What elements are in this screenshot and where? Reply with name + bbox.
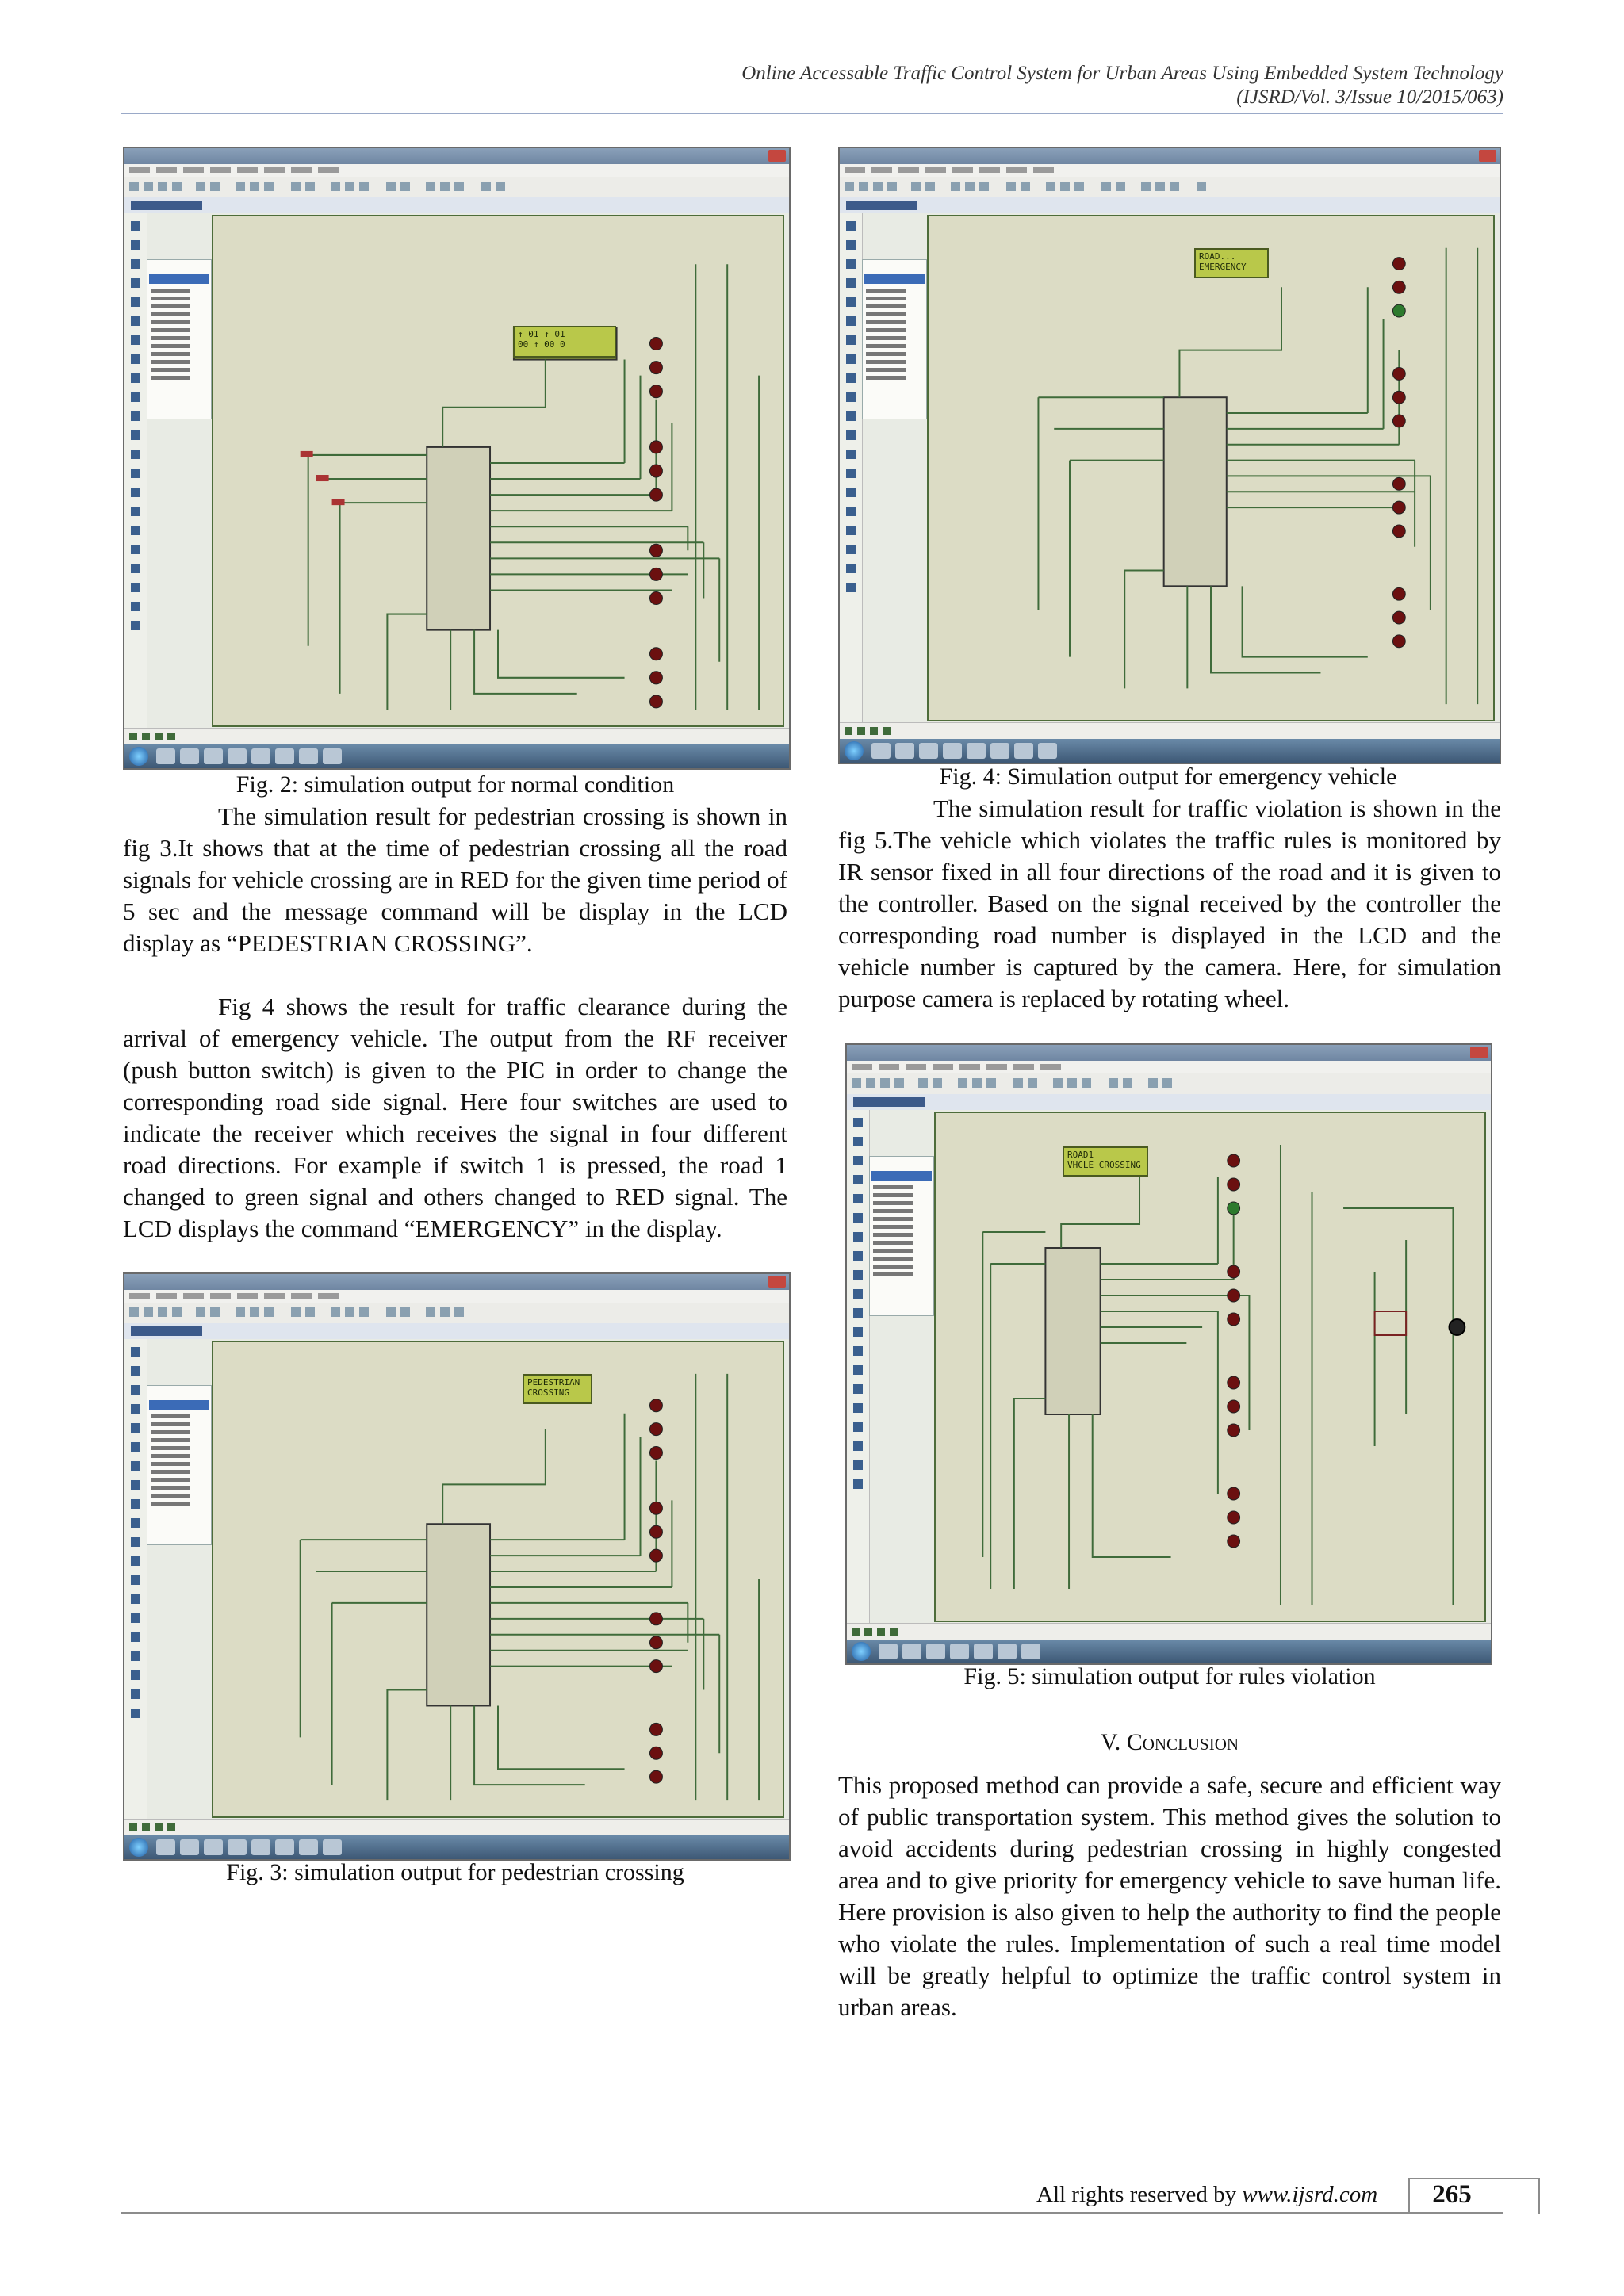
fig3-screenshot bbox=[123, 1272, 791, 1861]
fig2-screenshot bbox=[123, 147, 791, 770]
left-toolbox bbox=[840, 213, 863, 723]
window-titlebar bbox=[124, 1274, 789, 1290]
close-icon bbox=[768, 1276, 786, 1288]
running-header bbox=[741, 62, 1503, 109]
lcd-display: ROAD1 VHCLE CROSSING bbox=[1063, 1146, 1148, 1177]
menu-bar bbox=[124, 164, 789, 178]
window-titlebar bbox=[840, 148, 1500, 164]
left-paragraph-2 bbox=[123, 991, 787, 1245]
tab-schematic bbox=[124, 197, 789, 213]
device-list bbox=[869, 1156, 934, 1316]
start-icon bbox=[129, 747, 148, 766]
footer-text: All rights reserved by bbox=[1036, 2182, 1243, 2207]
right-paragraph-1 bbox=[838, 793, 1501, 1015]
start-icon bbox=[852, 1642, 871, 1661]
window-titlebar bbox=[124, 148, 789, 164]
header-title: Online Accessable Traffic Control System for Urban Areas Using Embedded System Technology bbox=[741, 63, 1503, 84]
fig5-caption: Fig. 5: simulation output for rules violation bbox=[963, 1663, 1376, 1689]
left-paragraph-2-text: Fig 4 shows the result for traffic clearance during the arrival of emergency vehicle. The output from the RF receiver (push button switch) is given to the PIC in order to change the corresponding road side signal. Here four switches are used to indicate the receiver which receives the signal in four different road directions. For example if switch 1 is pressed, the road 1 changed to green signal and others changed to RED signal. The LCD displays the command “EMERGENCY” in the display. bbox=[123, 993, 787, 1242]
device-list bbox=[147, 259, 212, 419]
tab-schematic bbox=[847, 1094, 1491, 1110]
start-icon bbox=[129, 1838, 148, 1857]
window-titlebar bbox=[847, 1045, 1491, 1061]
left-paragraph-1 bbox=[123, 801, 787, 959]
lcd-display: ROAD... EMERGENCY bbox=[1194, 248, 1269, 278]
status-bar bbox=[124, 728, 789, 744]
footer bbox=[1036, 2182, 1377, 2208]
taskbar bbox=[840, 739, 1500, 763]
circuit-diagram bbox=[213, 1342, 783, 1816]
page-number: 265 bbox=[1432, 2180, 1472, 2209]
schematic-canvas bbox=[927, 215, 1495, 721]
schematic-canvas bbox=[934, 1112, 1486, 1622]
toolbar bbox=[840, 177, 1500, 198]
menu-bar bbox=[840, 164, 1500, 178]
lcd-display: ↑ 01 ↑ 01 00 ↑ 00 0 bbox=[513, 326, 616, 358]
tab-schematic bbox=[124, 1323, 789, 1339]
section-number: V. bbox=[1100, 1729, 1121, 1755]
fig4-caption: Fig. 4: Simulation output for emergency vehicle bbox=[939, 763, 1397, 790]
menu-bar bbox=[847, 1061, 1491, 1074]
circuit-diagram bbox=[213, 216, 783, 725]
menu-bar bbox=[124, 1290, 789, 1303]
lcd-display: PEDESTRIAN CROSSING bbox=[523, 1374, 592, 1404]
schematic-canvas bbox=[212, 215, 784, 727]
circuit-diagram bbox=[929, 216, 1493, 720]
fig3-caption: Fig. 3: simulation output for pedestrian crossing bbox=[226, 1859, 684, 1885]
taskbar bbox=[847, 1640, 1491, 1663]
toolbar bbox=[124, 1303, 789, 1324]
fig5-screenshot bbox=[845, 1043, 1492, 1665]
header-volume: (IJSRD/Vol. 3/Issue 10/2015/063) bbox=[1236, 86, 1503, 108]
start-icon bbox=[845, 741, 864, 760]
toolbar bbox=[847, 1073, 1491, 1095]
fig2-caption: Fig. 2: simulation output for normal condition bbox=[236, 771, 675, 798]
section-heading bbox=[838, 1728, 1501, 1757]
footer-rule bbox=[121, 2212, 1503, 2214]
conclusion-paragraph: This proposed method can provide a safe, secure and efficient way of public transportation system. This method gives the solution to avoid accidents during pedestrian crossing in highly congested area and to give priority for emergency vehicle to save human life. Here provision is also given to help the authority to find the people who violate the rules. Implementation of such a real time model will be greatly helpful to optimize the traffic control system in urban areas. bbox=[838, 1771, 1501, 2021]
schematic-canvas bbox=[212, 1341, 784, 1818]
tab-schematic bbox=[840, 197, 1500, 213]
status-bar bbox=[124, 1819, 789, 1835]
left-toolbox bbox=[124, 213, 147, 729]
close-icon bbox=[1479, 150, 1496, 162]
close-icon bbox=[1470, 1047, 1488, 1058]
device-list bbox=[147, 1385, 212, 1545]
status-bar bbox=[847, 1623, 1491, 1640]
section-title: Conclusion bbox=[1126, 1729, 1239, 1755]
right-paragraph-1-text: The simulation result for traffic violation is shown in the fig 5.The vehicle which violates the traffic rules is monitored by IR sensor fixed in all four directions of the road and it is given to the controller. Based on the signal received by the controller the corresponding road number is displayed in the LCD and the vehicle number is captured by the camera. Here, for simulation purpose camera is replaced by rotating wheel. bbox=[838, 794, 1501, 1012]
left-paragraph-1-text: The simulation result for pedestrian crossing is shown in fig 3.It shows that at the time of pedestrian crossing all the road signals for vehicle crossing are in RED for the given time period of 5 sec and the message command will be display in the LCD display as “PEDESTRIAN CROSSING”. bbox=[123, 802, 787, 957]
fig4-screenshot bbox=[838, 147, 1501, 764]
header-rule bbox=[121, 113, 1503, 114]
left-toolbox bbox=[847, 1110, 870, 1624]
device-list bbox=[862, 259, 927, 419]
left-toolbox bbox=[124, 1339, 147, 1820]
taskbar bbox=[124, 1835, 789, 1859]
footer-link[interactable]: www.ijsrd.com bbox=[1242, 2182, 1378, 2207]
close-icon bbox=[768, 150, 786, 162]
taskbar bbox=[124, 744, 789, 768]
status-bar bbox=[840, 722, 1500, 739]
circuit-diagram bbox=[936, 1113, 1484, 1621]
toolbar bbox=[124, 177, 789, 198]
